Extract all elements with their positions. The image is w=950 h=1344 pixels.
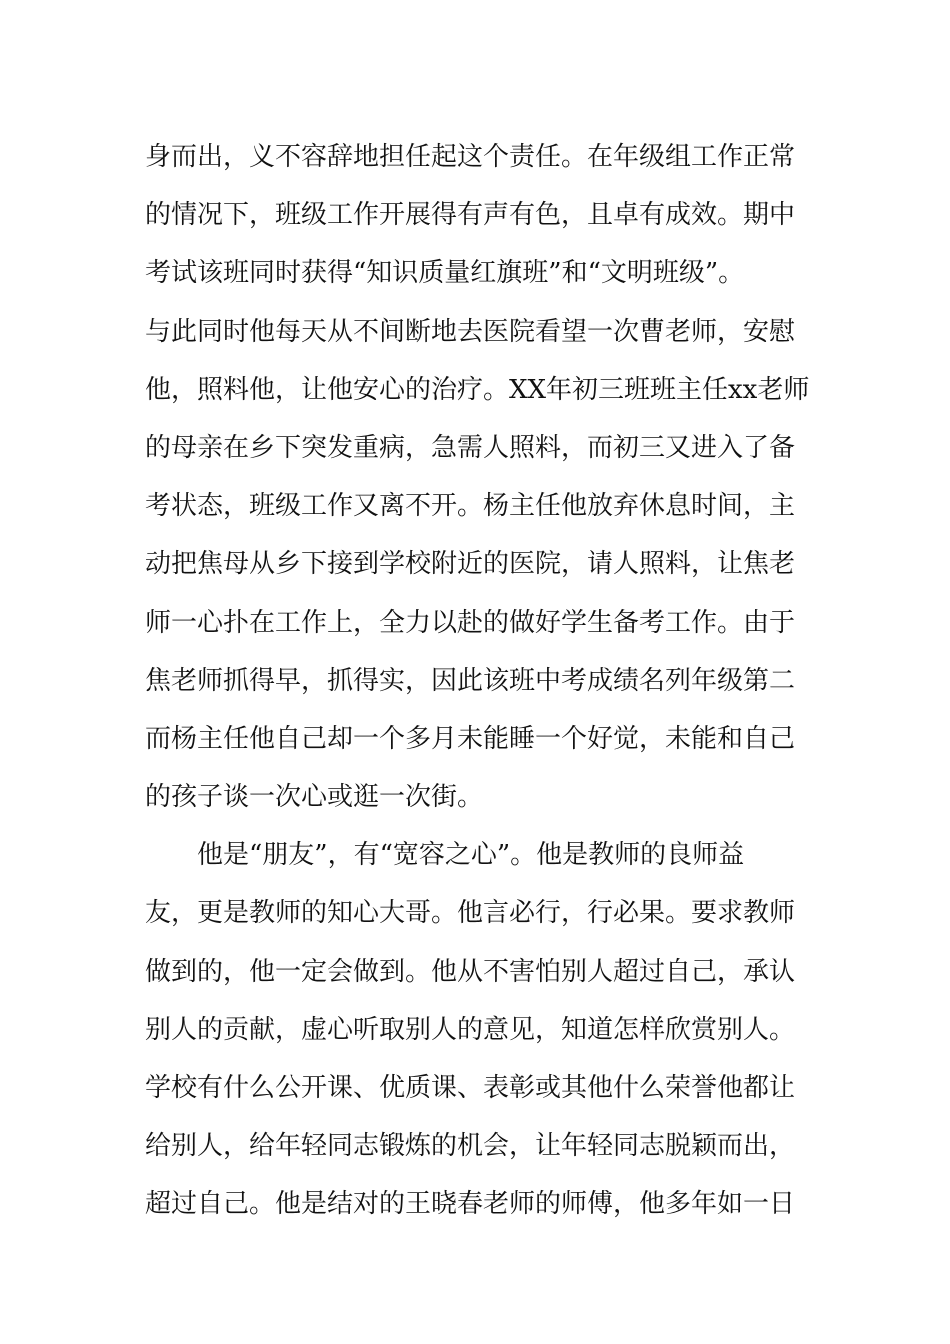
- text-line: 的孩子谈一次心或逛一次街。: [145, 782, 484, 813]
- text-line: 给别人，给年轻同志锻炼的机会，让年轻同志脱颖而出，: [145, 1131, 796, 1162]
- text-line: 学校有什么公开课、优质课、表彰或其他什么荣誉他都让: [145, 1073, 796, 1103]
- text-line: 他，照料他，让他安心的治疗。XX年初三班班主任xx老师: [145, 374, 810, 405]
- text-line: 而杨主任他自己却一个多月未能睡一个好觉，未能和自己: [145, 723, 796, 754]
- paragraph-start-line: 他是“朋友”，有“宽容之心”。他是教师的良师益: [197, 840, 745, 871]
- body-text: [145, 128, 815, 1234]
- text-line: 考试该班同时获得“知识质量红旗班”和“文明班级”。: [145, 258, 745, 289]
- text-line: 身而出，义不容辞地担任起这个责任。在年级组工作正常: [145, 142, 796, 172]
- text-line: 友，更是教师的知心大哥。他言必行，行必果。要求教师: [145, 898, 796, 929]
- text-line: 做到的，他一定会做到。他从不害怕别人超过自己，承认: [145, 956, 796, 987]
- text-line: 的母亲在乡下突发重病，急需人照料，而初三又进入了备: [145, 432, 796, 463]
- text-line: 考状态，班级工作又离不开。杨主任他放弃休息时间，主: [145, 491, 796, 522]
- text-line: 动把焦母从乡下接到学校附近的医院，请人照料，让焦老: [145, 549, 796, 580]
- text-line: 的情况下，班级工作开展得有声有色，且卓有成效。期中: [145, 200, 796, 231]
- text-line: 别人的贡献，虚心听取别人的意见，知道怎样欣赏别人。: [145, 1014, 796, 1045]
- text-line: 焦老师抓得早，抓得实，因此该班中考成绩名列年级第二: [145, 665, 796, 696]
- text-line: 超过自己。他是结对的王晓春老师的师傅，他多年如一日: [145, 1189, 796, 1220]
- text-line: 与此同时他每天从不间断地去医院看望一次曹老师，安慰: [145, 316, 796, 347]
- text-line: 师一心扑在工作上，全力以赴的做好学生备考工作。由于: [145, 607, 796, 638]
